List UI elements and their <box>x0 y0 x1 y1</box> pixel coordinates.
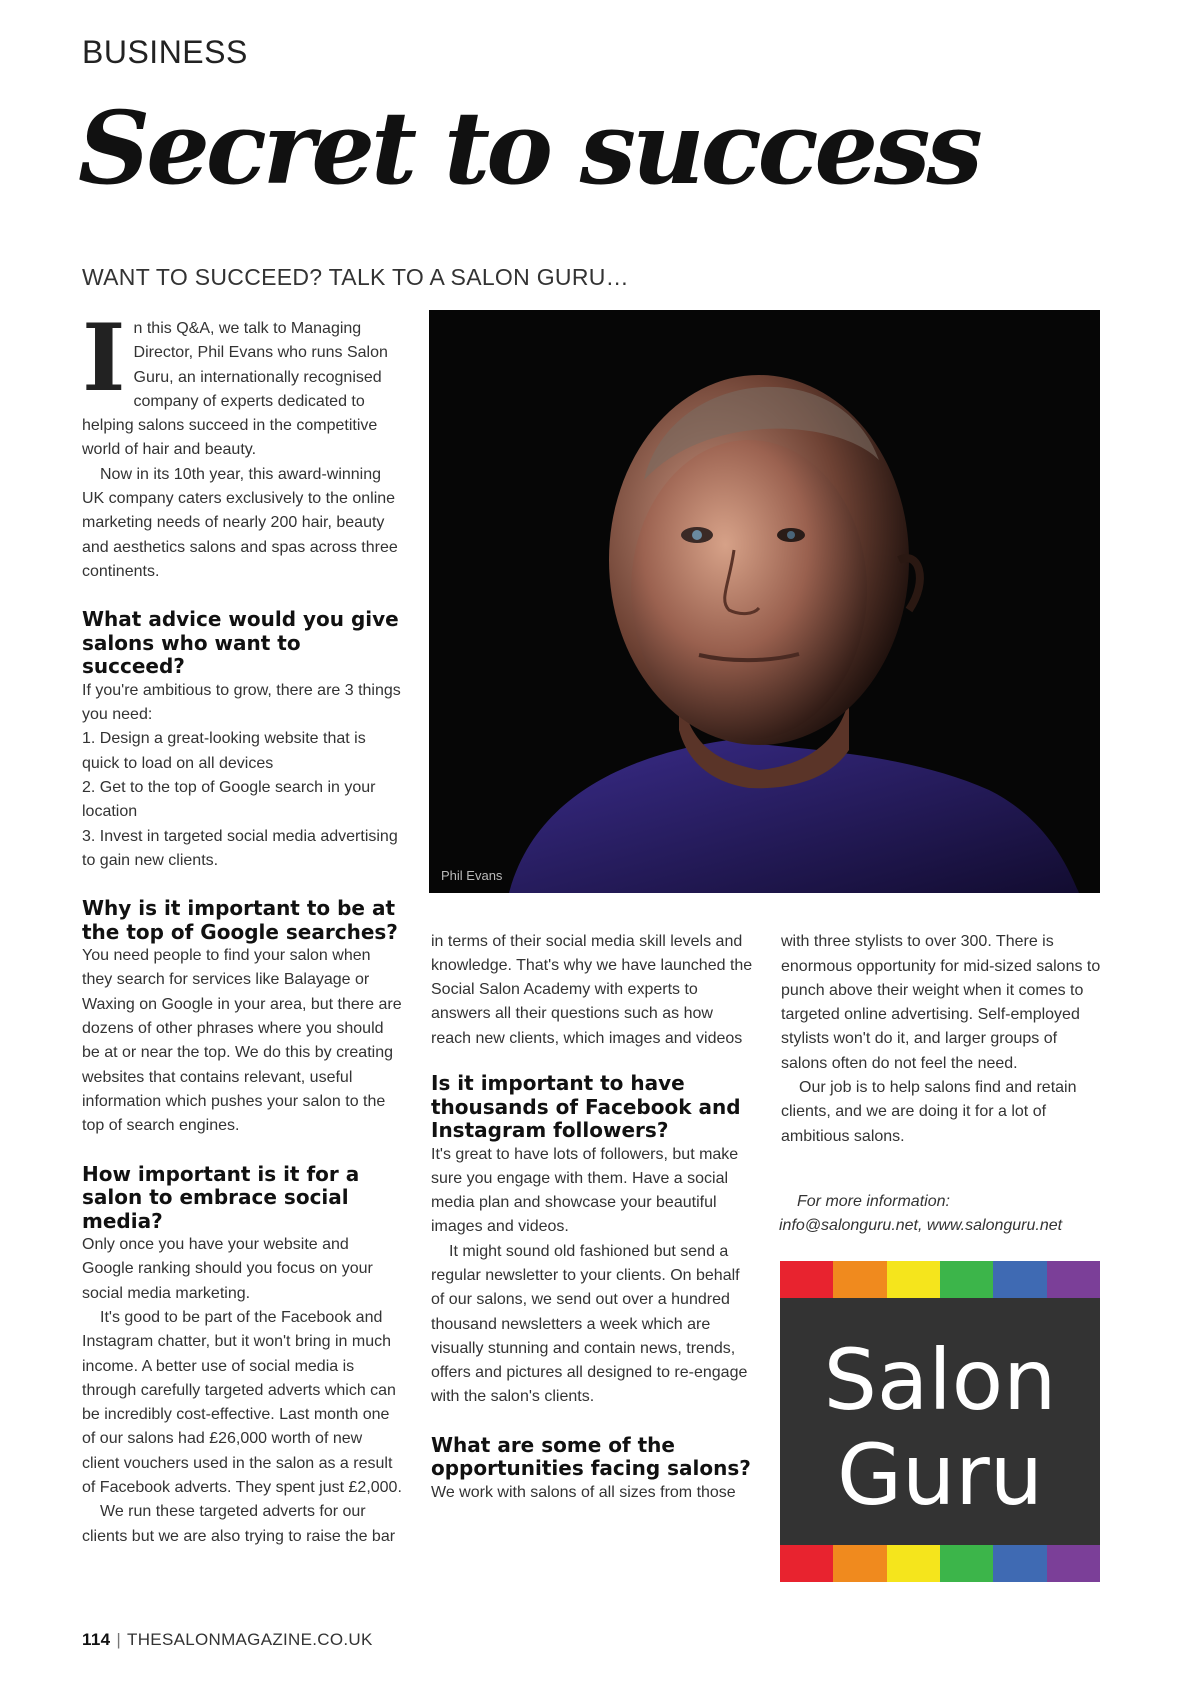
answer-social-p3: We run these targeted adverts for our clients but we are also trying to raise the bar <box>82 1503 396 1545</box>
portrait-photo <box>429 310 1100 893</box>
intro-paragraph-1 <box>82 303 402 463</box>
more-info-lead: For more information: <box>797 1193 950 1210</box>
more-information <box>779 1190 1099 1238</box>
advice-list-item: 1. Design a great-looking website that is quick to load on all devices <box>82 730 366 772</box>
logo-stripe-top <box>780 1261 1100 1298</box>
intro-text-1: n this Q&A, we talk to Managing Director, Phil Evans who runs Salon Guru, an internationally recognised company of experts dedicated to helping salons succeed in the competitive world of hair and beauty. <box>82 320 388 459</box>
question-heading-social: How important is it for a salon to embrace social media? <box>82 1161 360 1233</box>
logo-stripe-bottom <box>780 1545 1100 1582</box>
intro-paragraph-2: Now in its 10th year, this award-winning UK company caters exclusively to the online marketing needs of nearly 200 hair, beauty and aesthetics salons and spas across three continents. <box>82 465 398 580</box>
answer-social-p3-continued-text: in terms of their social media skill levels and knowledge. That's why we have launched the Social Salon Academy with experts to answers all their questions such as how reach new clients, which images and videos <box>431 932 753 1047</box>
answer-opportunities-p1 <box>431 1481 756 1505</box>
answer-opportunities-continued-text: with three stylists to over 300. There is enormous opportunity for mid-sized salons to punch above their weight when it comes to targeted online advertising. Self-employed stylists won't do it, and larger groups of salons often do not feel the need. <box>781 933 1101 1072</box>
salon-guru-logo <box>780 1261 1100 1582</box>
answer-opportunities-p2: Our job is to help salons find and retain clients, and we are doing it for a lot of ambitious salons. <box>781 1079 1077 1145</box>
column-3 <box>781 930 1101 1149</box>
answer-followers-p1: It's great to have lots of followers, but make sure you engage with them. Have a social media plan and showcase your beautiful images and videos. <box>431 1145 739 1236</box>
standfirst: WANT TO SUCCEED? TALK TO A SALON GURU… <box>82 264 629 290</box>
logo-line-1: Salon <box>823 1331 1057 1429</box>
answer-social-p2: It's good to be part of the Facebook and Instagram chatter, but it won't bring in much income. A better use of social media is through carefully targeted adverts which can be incredibly cost-effective. Last month one of our salons had £26,000 worth of new client vouchers used in the salon as a result of Facebook adverts. They spent just £2,000. <box>82 1308 402 1496</box>
footer-site: THESALONMAGAZINE.CO.UK <box>127 1630 373 1649</box>
portrait-illustration <box>429 310 1100 893</box>
more-info-contact: info@salonguru.net, www.salonguru.net <box>779 1217 1063 1234</box>
logo-line-2: Guru <box>836 1426 1044 1524</box>
question-heading-opportunities: What are some of the opportunities facing salons? <box>431 1432 751 1481</box>
page-footer <box>82 1630 373 1650</box>
answer-social-p1: Only once you have your website and Google ranking should you focus on your social media marketing. <box>82 1236 373 1302</box>
section-label: BUSINESS <box>82 34 248 70</box>
advice-list <box>82 727 402 873</box>
drop-cap: I <box>82 303 126 412</box>
column-2 <box>431 930 756 1505</box>
question-heading-followers: Is it important to have thousands of Facebook and Instagram followers? <box>431 1071 741 1142</box>
page-number: 114 <box>82 1630 111 1649</box>
headline: Secret to success <box>78 89 979 207</box>
answer-opportunities-text: We work with salons of all sizes from those <box>431 1483 736 1501</box>
answer-google-p1: You need people to find your salon when they search for services like Balayage or Waxing on Google in your area, but there are dozens of other phrases where you should be at or near the top. We do this by creating websites that contains relevant, useful information which pushes your salon to the top of search engines. <box>82 947 402 1135</box>
advice-list-item: 2. Get to the top of Google search in your location <box>82 778 376 821</box>
answer-advice-p1: If you're ambitious to grow, there are 3 things you need: <box>82 681 401 724</box>
photo-caption: Phil Evans <box>441 868 503 883</box>
answer-social-p3-continued <box>431 930 756 1052</box>
footer-separator: | <box>116 1630 122 1649</box>
answer-followers-p2: It might sound old fashioned but send a regular newsletter to your clients. On behalf of our salons, we send out over a hundred thousand newsletters a week which are visually stunning and contain news, trends, offers and pictures all designed to re-engage with the salon's clients. <box>431 1242 748 1406</box>
answer-opportunities-p1-continued <box>781 930 1101 1076</box>
question-heading-advice: What advice would you give salons who want to succeed? <box>82 607 399 679</box>
question-heading-google: Why is it important to be at the top of Google searches? <box>82 896 398 944</box>
advice-list-item: 3. Invest in targeted social media advertising to gain new clients. <box>82 827 398 869</box>
column-1 <box>82 303 402 1549</box>
